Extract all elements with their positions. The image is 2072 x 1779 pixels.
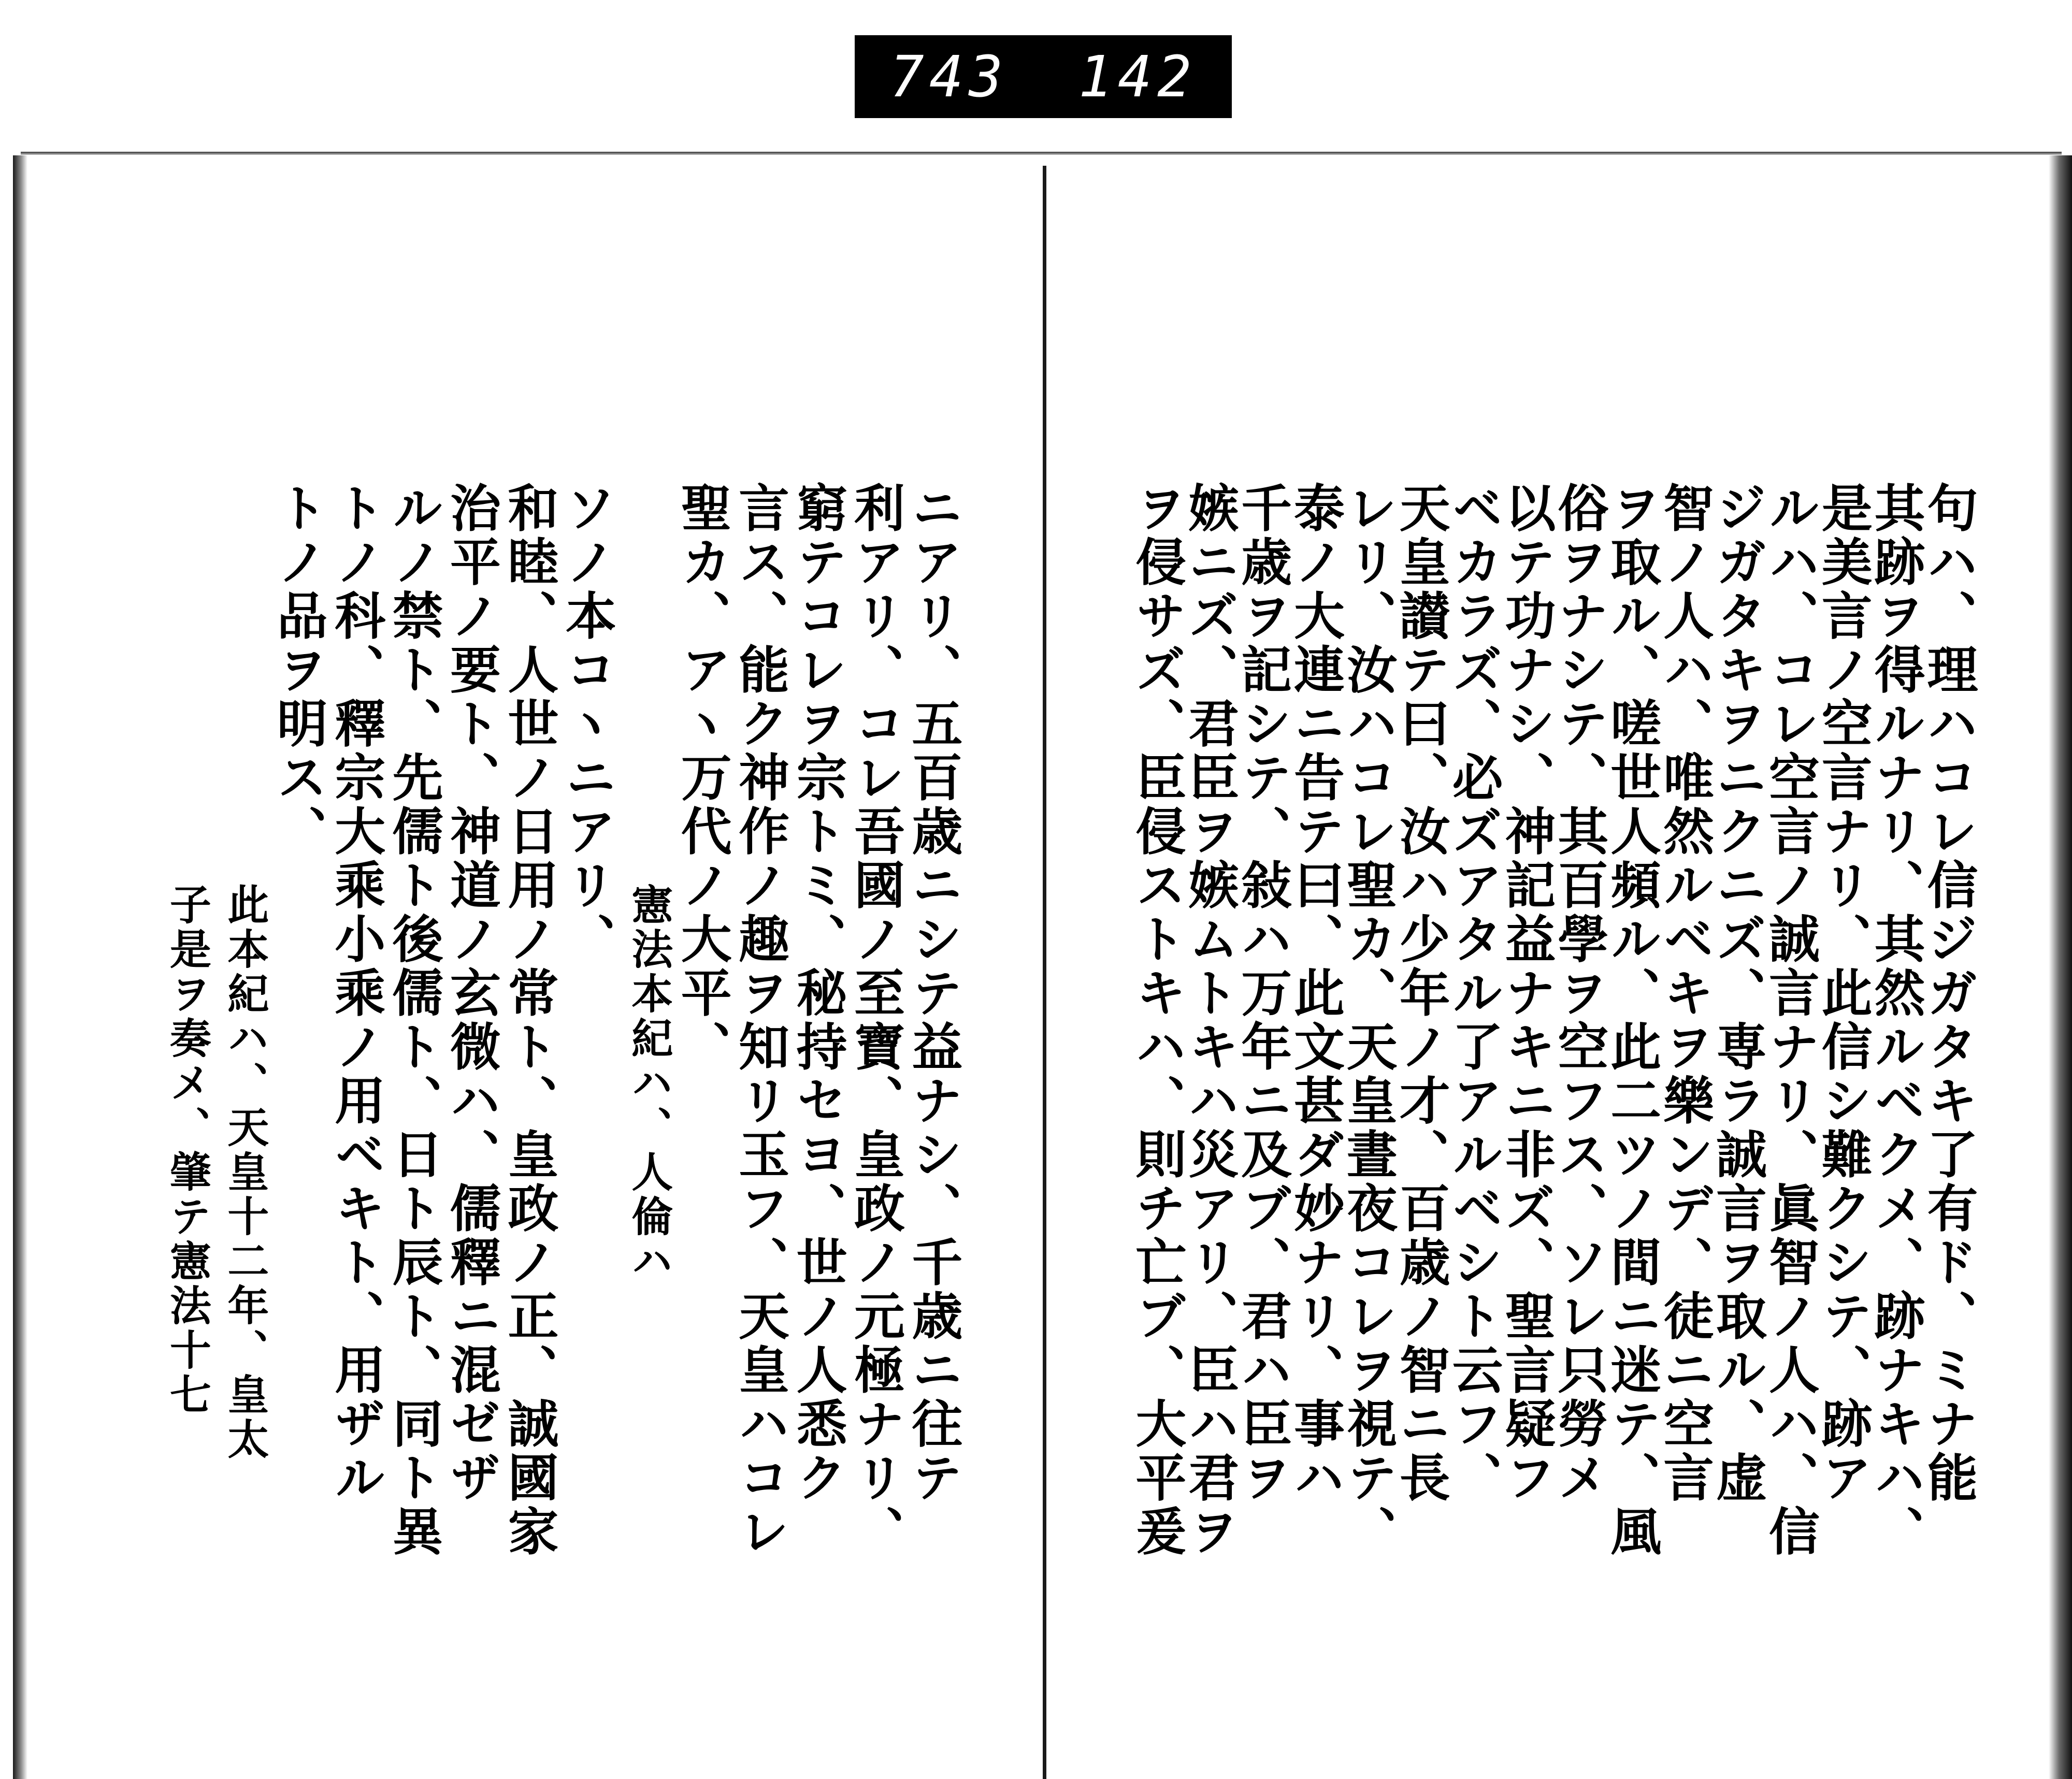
colophon-line: 子是ヲ奏メ、肇テ憲法十七 bbox=[163, 883, 212, 1418]
text-line: ルハ、コレ空言ノ誠言ナリ、眞智ノ人ハ、信 bbox=[1760, 482, 1820, 1559]
text-line: 千歳ヲ記シテ、敍ハ万年ニ及ブ、君ハ臣ヲ bbox=[1232, 482, 1292, 1505]
text-line: ニアリ、五百歳ニシテ益ナシ、千歳ニ往テ bbox=[903, 482, 963, 1505]
colophon-line: 此本紀ハ、天皇十二年、皇太 bbox=[220, 883, 269, 1462]
reference-number-right: 142 bbox=[1078, 44, 1197, 110]
left-page-text bbox=[150, 482, 963, 1616]
text-line: 利アリ、コレ吾國ノ至寶、皇政ノ元極ナリ、 bbox=[845, 482, 905, 1559]
text-line: ベカラズ、必ズアタル了アルベシト云フ、 bbox=[1444, 482, 1504, 1505]
left-page-edge bbox=[13, 155, 27, 1779]
text-line: 治平ノ要ト、神道ノ玄微ハ、儒釋ニ混ゼザ bbox=[441, 482, 501, 1505]
text-line: トノ品ヲ明ス、 bbox=[268, 482, 328, 859]
text-line: ソノ本コヽニアリ、 bbox=[557, 482, 617, 966]
right-page-text bbox=[1127, 482, 1978, 1616]
text-line: ルノ禁ト、先儒ト後儒ト、日ト辰ト、同ト異 bbox=[384, 482, 444, 1559]
text-line: 言ス、能ク神作ノ趣ヲ知リ玉フ、天皇ハコレ bbox=[730, 482, 790, 1559]
text-line: 俗ヲナシテ、其百學ヲ空フス、ソレ只勞メ bbox=[1549, 482, 1609, 1505]
text-line: ヲ侵サズ、臣侵ストキハ、則チ亡ブ、大平爰 bbox=[1127, 482, 1187, 1559]
text-line: 嫉ニズ、君臣ヲ嫉ムトキハ災アリ、臣ハ君ヲ bbox=[1179, 482, 1240, 1559]
text-line: ジガタキヲニクニズ、専ラ誠言ヲ取ル、虚 bbox=[1707, 482, 1767, 1505]
text-line: 窮テコレヲ宗トミ、秘持セヨ、世ノ人悉ク bbox=[788, 482, 848, 1505]
text-line: 智ノ人ハ、唯然ルベキヲ樂ンデ、徒ニ空言 bbox=[1654, 482, 1715, 1505]
text-line: トノ科、釋宗大乘小乘ノ用ベキト、用ザル bbox=[326, 482, 386, 1505]
right-page-edge bbox=[2049, 155, 2072, 1779]
text-line: ヲ取ル、嗟世人頻ル、此二ツノ間ニ迷テ、風 bbox=[1602, 482, 1662, 1559]
text-line: 句ハ、理ハコレ信ジガタキ了有ド、ミナ能 bbox=[1919, 482, 1978, 1505]
section-note: 憲法本紀ハ、人倫ハ bbox=[624, 883, 673, 1284]
text-line: 其跡ヲ得ルナリ、其然ルベクメ、跡ナキハ、 bbox=[1866, 482, 1926, 1559]
page-top-edge bbox=[21, 152, 2062, 155]
text-line: 和睦、人世ノ日用ノ常ト、皇政ノ正、誠國家 bbox=[499, 482, 559, 1559]
reference-number-left: 743 bbox=[889, 44, 1009, 110]
text-line: 天皇讃テ曰、汝ハ少年ノ才、百歳ノ智ニ長 bbox=[1391, 482, 1451, 1505]
reference-label bbox=[855, 35, 1232, 118]
text-line: 泰ノ大連ニ告テ曰、此文甚ダ妙ナリ、事ハ bbox=[1285, 482, 1345, 1505]
text-line: レリ、汝ハコレ聖カ、天皇晝夜コレヲ視テ、 bbox=[1338, 482, 1398, 1559]
text-line: 聖カ、アヽ万代ノ大平、 bbox=[672, 482, 732, 1074]
text-line: 是美言ノ空言ナリ、此信シ難クシテ、跡ア bbox=[1813, 482, 1873, 1505]
text-line: 以テ功ナシ、神記益ナキニ非ズ、聖言疑フ bbox=[1497, 482, 1556, 1505]
book-gutter bbox=[1043, 166, 1046, 1779]
